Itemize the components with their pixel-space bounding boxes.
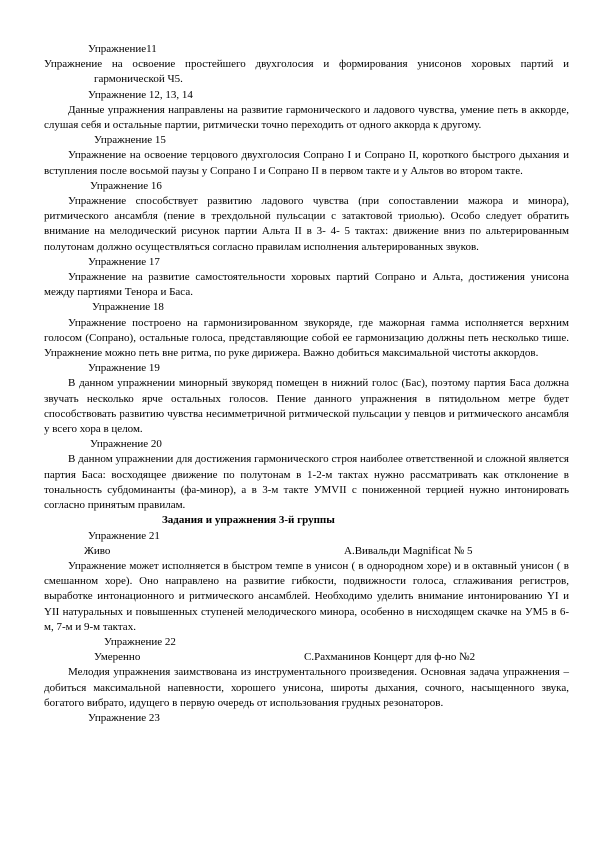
paragraph-exercise-19: В данном упражнении минорный звукоряд помещен в нижний голос (Бас), поэтому партия Баса должна звучать несколько ярче остальных голосов. Пение данного упражнения в пятидольном метре будет способствовать развитию чувства несимметричной ритмической пульсации у певцов и ритмического ансамбля у всего хора в целом.: [44, 377, 569, 436]
paragraph-exercise-18: Упражнение построено на гармонизированном звукоряде, где мажорная гамма исполняется верхним голосом (Сопрано), остальные голоса, представляющие собой ее гармонизацию должны петь несколько тише. Упражнение можно петь вне ритма, по руке дирижера. Важно добиться максимальной чистоты аккордов.: [44, 316, 569, 360]
paragraph-exercise-22: Мелодия упражнения заимствована из инструментального произведения. Основная задача упражнения – добиться максимальной напевности, хорошего унисона, широты дыхания, сочного, насыщенного звука, богатого вибрато, идущего в первую очередь от использования грудных резонаторов.: [44, 666, 569, 709]
exercise-22-tempo-row: [44, 650, 569, 665]
exercise-21-tempo: Живо: [84, 544, 111, 557]
exercise-22-source: С.Рахманинов Концерт для ф-но №2: [304, 651, 476, 664]
paragraph-exercise-21: Упражнение может исполняется в быстром темпе в унисон ( в однородном хоре) и в октавный унисон ( в смешанном хоре). Оно направлено на развитие гибкости, подвижности голоса, сглаживания регистров, выработке интонационного и ритмического ансамблей. Необходимо уделить внимание интонированию YI и YII натуральных и повышенных ступеней мелодического минора, особенно в нисходящем скачке на УМ5 в 6-м, 7-м и 9-м тактах.: [44, 559, 569, 633]
paragraph-exercise-11-cont: гармонической Ч5.: [94, 73, 183, 86]
heading-exercise-19: Упражнение 19: [88, 362, 160, 375]
heading-exercise-21: Упражнение 21: [88, 529, 160, 542]
exercise-22-tempo: Умеренно: [94, 651, 141, 664]
exercise-21-tempo-row: [44, 544, 569, 559]
paragraph-exercise-20: В данном упражнении для достижения гармонического строя наиболее ответственной и сложной является партия Баса: восходящее движение по полутонам в 1-2-м тактах нужно рассматривать как отклонение в тональность субдоминанты (фа-минор), а в 3-м такте УМVII с пониженной терцией нужно интонировать согласно принятым правилам.: [44, 453, 569, 512]
heading-exercise-15: Упражнение 15: [94, 134, 166, 147]
heading-exercise-17: Упражнение 17: [88, 255, 160, 268]
group-3-title: Задания и упражнения 3-й группы: [162, 514, 335, 527]
paragraph-exercise-17: Упражнение на развитие самостоятельности хоровых партий Сопрано и Альта, достижения унисона между партиями Тенора и Баса.: [44, 271, 569, 299]
heading-exercise-20: Упражнение 20: [90, 438, 162, 451]
paragraph-exercise-12-14: Данные упражнения направлены на развитие гармонического и ладового чувства, умение петь в аккорде, слушая себя и остальные партии, ритмически точно переходить от одного аккорда к другому.: [44, 103, 569, 132]
paragraph-exercise-11: Упражнение на освоение простейшего двухголосия и формирования унисонов хоровых партий и: [44, 58, 569, 71]
heading-exercise-11: Упражнение11: [88, 43, 157, 55]
heading-exercise-12-14: Упражнение 12, 13, 14: [88, 88, 193, 101]
heading-exercise-16: Упражнение 16: [90, 179, 162, 192]
heading-exercise-23: Упражнение 23: [88, 711, 160, 724]
heading-exercise-18: Упражнение 18: [92, 301, 164, 314]
paragraph-exercise-16: Упражнение способствует развитию ладового чувства (при сопоставлении мажора и минора), ритмического ансамбля (пение в трехдольной пульсации с затактовой триолью). Особо следует обратить внимание на мелодический рисунок партии Альта II в 3- 4- 5 тактах: движение вниз по альтерированным полутонам должно осуществляться согласно правилам исполнения альтерированных звуков.: [44, 195, 569, 253]
exercise-21-source: А.Вивальди Magnificat № 5: [344, 544, 473, 557]
heading-exercise-22: Упражнение 22: [104, 635, 176, 648]
paragraph-exercise-15: Упражнение на освоение терцового двухголосия Сопрано I и Сопрано II, короткого быстрого дыхания и вступления после восьмой паузы у Сопрано I и Сопрано II в первом такте и у Альтов во втором такте.: [44, 149, 569, 177]
